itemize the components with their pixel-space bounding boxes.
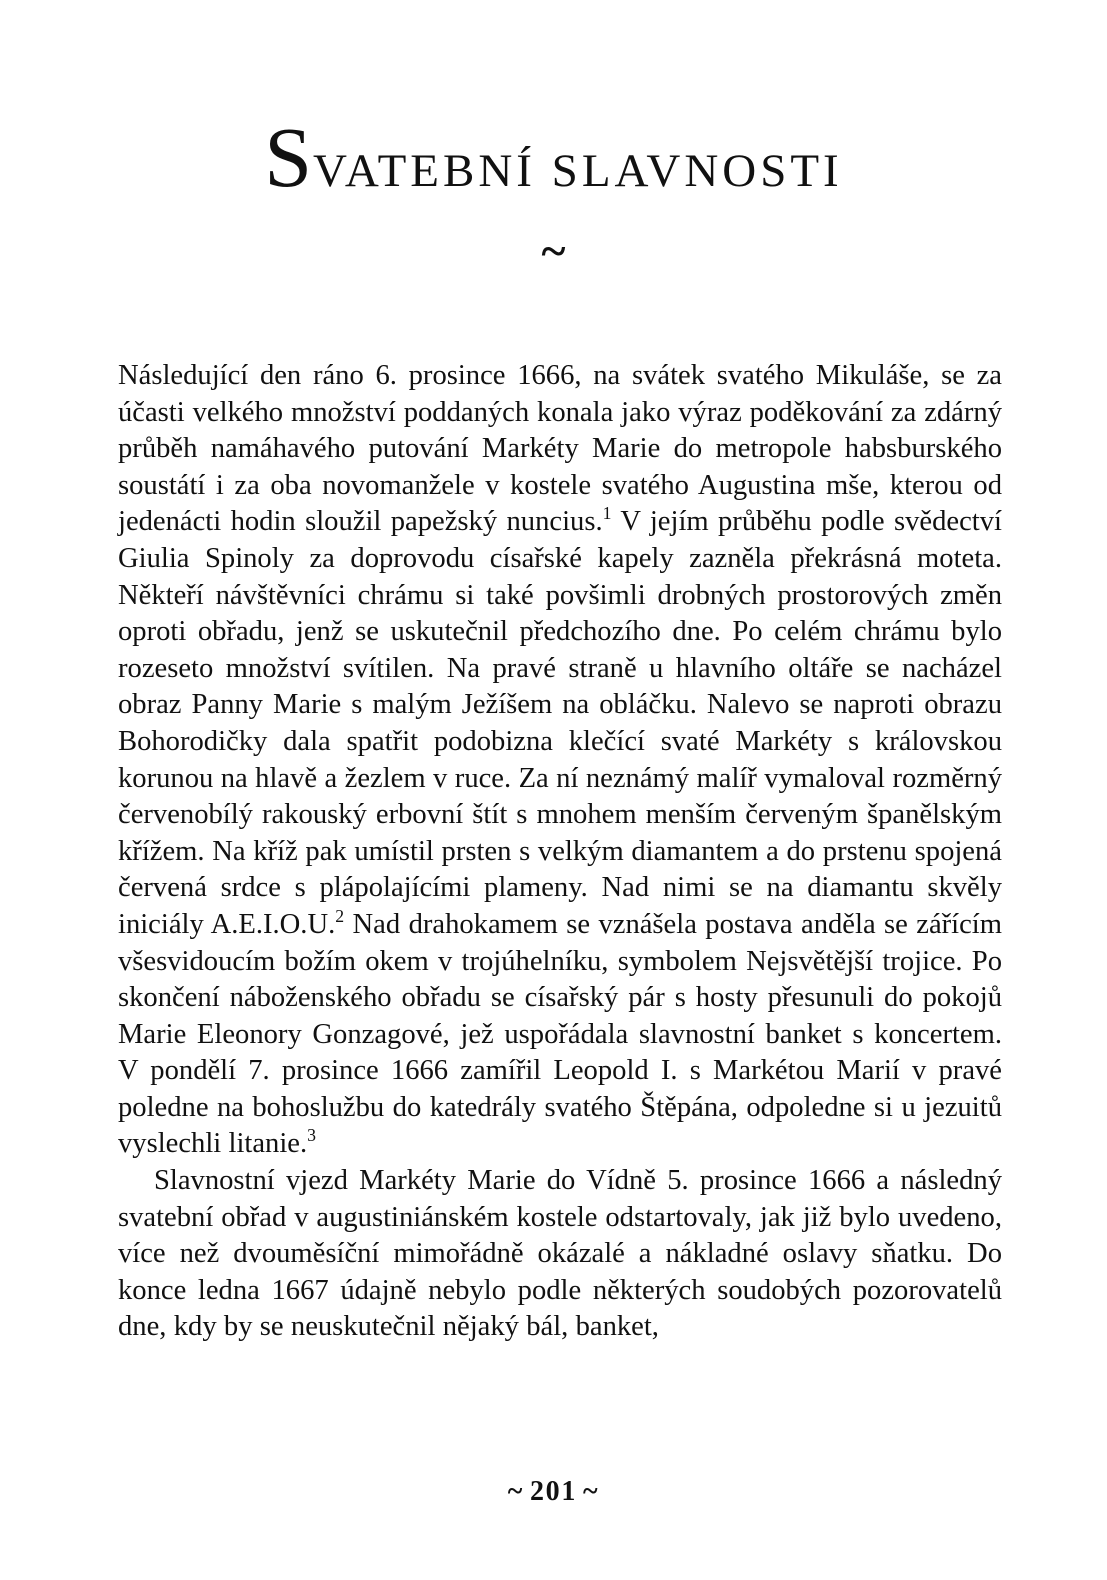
chapter-ornament-tilde: ~ bbox=[541, 225, 566, 276]
paragraph-2: Slavnostní vjezd Markéty Marie do Vídně 5. prosince 1666 a následný svatební obřad v augustiniánském kostele odstartovaly, jak již bylo uvedeno, více než dvouměsíční mimořádně okázalé a nákladné oslavy sňatku. Do konce ledna 1667 údajně nebylo podle některých soudobých pozorovatelů dne, kdy by se neuskutečnil nějaký bál, banket, bbox=[118, 1165, 1002, 1343]
folio-page-number: 201 bbox=[529, 1476, 578, 1507]
chapter-title-dropcap: S bbox=[264, 109, 313, 205]
footnote-marker-2[interactable]: 2 bbox=[335, 905, 345, 926]
paragraph-1 bbox=[118, 358, 1002, 1163]
chapter-heading bbox=[0, 109, 1107, 205]
footnote-marker-1[interactable]: 1 bbox=[602, 503, 612, 524]
paragraph-1-segment-1: Následující den ráno 6. prosince 1666, na svátek svatého Mikuláše, se za účasti velkého množství poddaných konala jako výraz poděkování za zdárný průběh namáhavého putování Markéty Marie do metropole habsburského soustátí i za oba novomanžele v kostele svatého Augustina mše, kterou od jedenácti hodin sloužil papežský nuncius. bbox=[118, 360, 1002, 538]
paragraph-1-segment-2: V jejím průběhu podle svědectví Giulia Spinoly za doprovodu císařské kapely zazněla překrásná moteta. Někteří návštěvníci chrámu si také povšimli drobných prostorových změn oproti obřadu, jenž se uskutečnil předchozího dne. Po celém chrámu bylo rozeseto množství svítilen. Na pravé straně u hlavního oltáře se nacházel obraz Panny Marie s malým Ježíšem na obláčku. Nalevo se naproti obrazu Bohorodičky dala spatřit podobizna klečící svaté Markéty s královskou korunou na hlavě a žezlem v ruce. Za ní neznámý malíř vymaloval rozměrný červenobílý rakouský erbovní štít s mnohem menším červeným španělským křížem. Na kříž pak umístil prsten s velkým diamantem a do prstenu spojená červená srdce s plápolajícími plameny. Nad nimi se na diamantu skvěly iniciály A.E.I.O.U. bbox=[118, 506, 1002, 940]
folio-right-ornament: ~ bbox=[583, 1476, 600, 1507]
folio-left-ornament: ~ bbox=[507, 1476, 524, 1507]
paragraph-1-segment-3: Nad drahokamem se vznášela postava anděla se zářícím všesvidoucím božím okem v trojúhelníku, symbolem Nejsvětější trojice. Po skončení náboženského obřadu se císařský pár s hosty přesunuli do pokojů Marie Eleonory Gonzagové, jež uspořádala slavnostní banket s koncertem. V pondělí 7. prosince 1666 zamířil Leopold I. s Markétou Marií v pravé poledne na bohoslužbu do katedrály svatého Štěpána, odpoledne si u jezuitů vyslechli litanie. bbox=[118, 908, 1002, 1160]
page-title bbox=[264, 109, 843, 205]
footnote-marker-3[interactable]: 3 bbox=[307, 1125, 316, 1146]
chapter-title-rest: VATEBNÍ SLAVNOSTI bbox=[313, 145, 843, 197]
page-footer-folio bbox=[0, 1476, 1107, 1508]
body-text-block bbox=[118, 358, 1002, 1346]
